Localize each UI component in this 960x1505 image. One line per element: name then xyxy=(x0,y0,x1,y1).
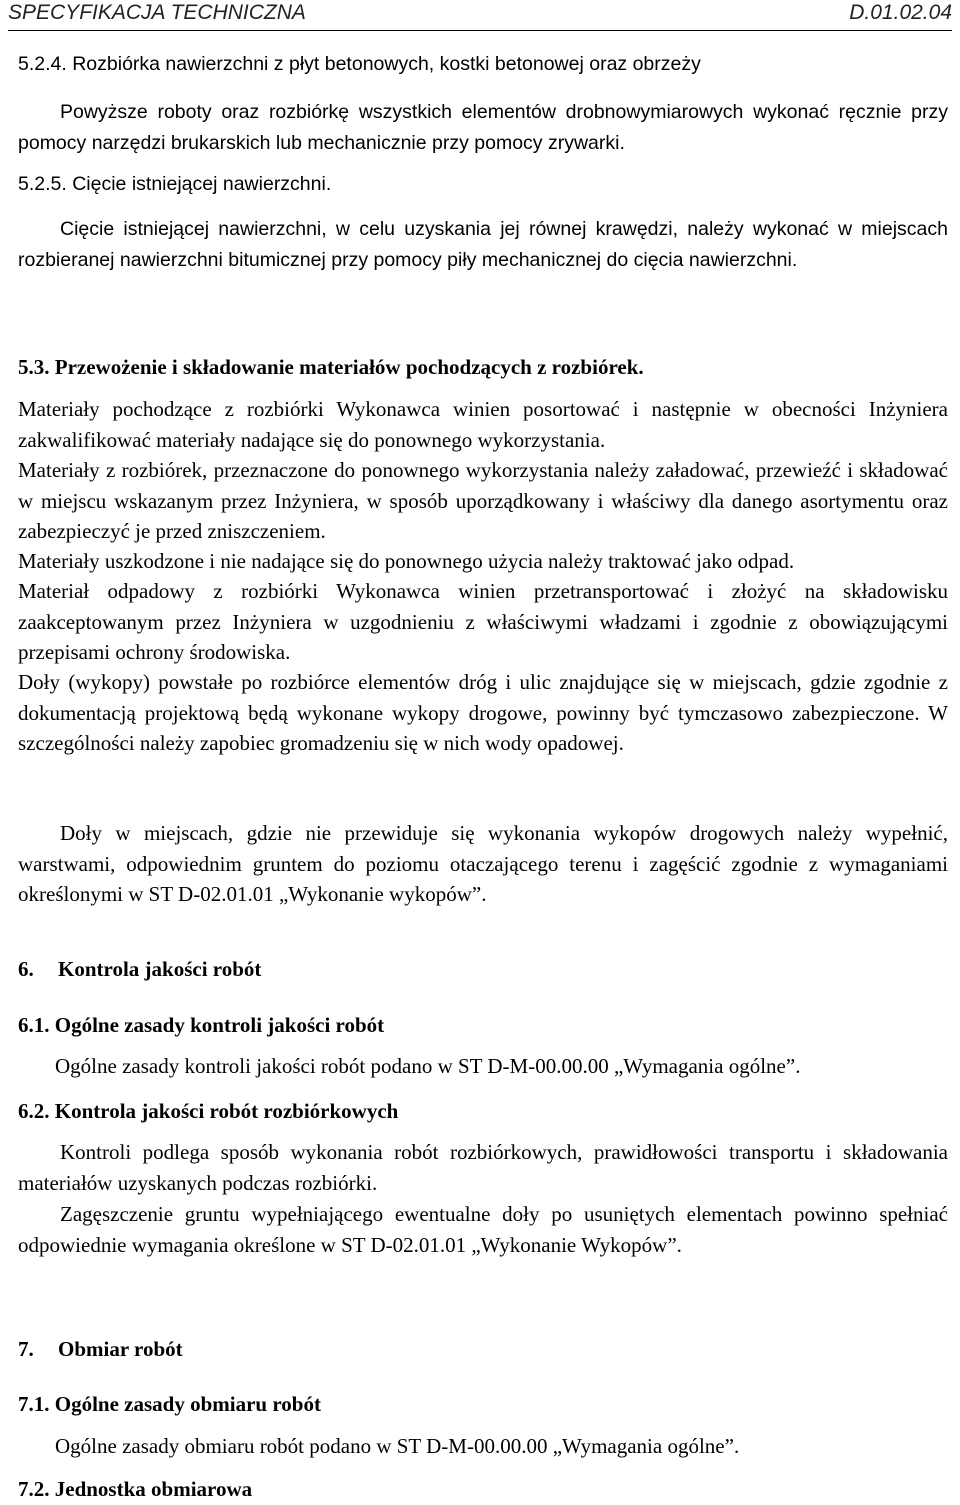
section-number: 5.2.5. xyxy=(18,173,67,195)
section-number: 6. xyxy=(18,957,34,981)
section-5-2-5-heading xyxy=(18,169,948,200)
section-title: Jednostka obmiarowa xyxy=(54,1477,253,1501)
section-6-2-paragraph-1: Kontroli podlega sposób wykonania robót rozbiórkowych, prawidłowości transportu i składowania materiałów uzyskanych podczas rozbiórki. xyxy=(18,1140,948,1195)
section-title: Przewożenie i składowanie materiałów pochodzących z rozbiórek. xyxy=(54,355,644,379)
section-number: 6.2. xyxy=(18,1099,50,1123)
section-5-3-heading xyxy=(18,352,644,383)
section-number: 7.1. xyxy=(18,1392,50,1416)
section-title: Cięcie istniejącej nawierzchni. xyxy=(72,173,332,195)
spec-code: D.01.02.04 xyxy=(849,1,952,24)
section-number: 5.2.4. xyxy=(18,53,67,75)
section-title: Kontrola jakości robót rozbiórkowych xyxy=(54,1099,399,1123)
section-title: Kontrola jakości robót xyxy=(58,957,262,981)
section-number: 5.3. xyxy=(18,355,50,379)
section-number: 6.1. xyxy=(18,1013,50,1037)
section-5-3-paragraph-4: Materiał odpadowy z rozbiórki Wykonawca winien przetransportować i złożyć na składowisku zaakceptowanym przez Inżyniera w uzgodnieniu z właściwymi władzami i zgodnie z obowiązującymi przepisami ochrony środowiska. xyxy=(18,579,948,664)
section-6-2-heading xyxy=(18,1096,398,1127)
page-header xyxy=(8,0,952,31)
section-6-heading xyxy=(18,954,261,985)
section-5-3-paragraph-6: Doły w miejscach, gdzie nie przewiduje się wykonania wykopów drogowych należy wypełnić, warstwami, odpowiednim gruntem do poziomu otaczającego terenu i zagęścić zgodnie z wymaganiami określonymi w ST D-02.01.01 „Wykonanie wykopów”. xyxy=(18,821,948,906)
section-5-3-paragraph-5: Doły (wykopy) powstałe po rozbiórce elementów dróg i ulic znajdujące się w miejscach, gdzie zgodnie z dokumentacją projektową będą wykonane wykopy drogowe, powinny być tymczasowo zabezpieczone. W szczególności należy zapobiec gromadzeniu się w nich wody opadowej. xyxy=(18,670,948,755)
section-6-1-heading xyxy=(18,1010,384,1041)
section-number: 7.2. xyxy=(18,1477,50,1501)
section-5-2-4-body: Powyższe roboty oraz rozbiórkę wszystkich elementów drobnowymiarowych wykonać ręcznie przy pomocy narzędzi brukarskich lub mechanicznie przy pomocy zrywarki. xyxy=(18,101,948,154)
section-5-3-paragraph-2: Materiały z rozbiórek, przeznaczone do ponownego wykorzystania należy załadować, przewieźć i składować w miejscu wskazanym przez Inżyniera, w sposób uporządkowany i właściwy dla danego asortymentu oraz zabezpieczyć je przed zniszczeniem. xyxy=(18,458,948,543)
section-6-1-body: Ogólne zasady kontroli jakości robót podano w ST D-M-00.00.00 „Wymagania ogólne”. xyxy=(55,1054,801,1078)
spec-title: SPECYFIKACJA TECHNICZNA xyxy=(8,1,306,24)
section-5-2-5-body: Cięcie istniejącej nawierzchni, w celu uzyskania jej równej krawędzi, należy wykonać w miejscach rozbieranej nawierzchni bitumicznej przy pomocy piły mechanicznej do cięcia nawierzchni. xyxy=(18,218,948,271)
section-7-heading xyxy=(18,1334,183,1365)
section-title: Rozbiórka nawierzchni z płyt betonowych, kostki betonowej oraz obrzeży xyxy=(72,53,701,75)
section-5-2-4-heading xyxy=(18,49,948,80)
section-6-2-paragraph-2: Zagęszczenie gruntu wypełniającego ewentualne doły po usuniętych elementach powinno spełniać odpowiednie wymagania określone w ST D-02.01.01 „Wykonanie Wykopów”. xyxy=(18,1202,948,1257)
section-7-1-heading xyxy=(18,1389,321,1420)
section-number: 7. xyxy=(18,1337,34,1361)
section-5-3-paragraph-3: Materiały uszkodzone i nie nadające się do ponownego użycia należy traktować jako odpad. xyxy=(18,549,795,573)
section-title: Ogólne zasady kontroli jakości robót xyxy=(54,1013,385,1037)
section-title: Ogólne zasady obmiaru robót xyxy=(54,1392,321,1416)
section-5-3-paragraph-1: Materiały pochodzące z rozbiórki Wykonawca winien posortować i następnie w obecności Inżyniera zakwalifikować materiały nadające się do ponownego wykorzystania. xyxy=(18,397,948,452)
section-7-2-heading xyxy=(18,1474,252,1505)
section-title: Obmiar robót xyxy=(58,1337,183,1361)
section-7-1-body: Ogólne zasady obmiaru robót podano w ST D-M-00.00.00 „Wymagania ogólne”. xyxy=(55,1434,740,1458)
